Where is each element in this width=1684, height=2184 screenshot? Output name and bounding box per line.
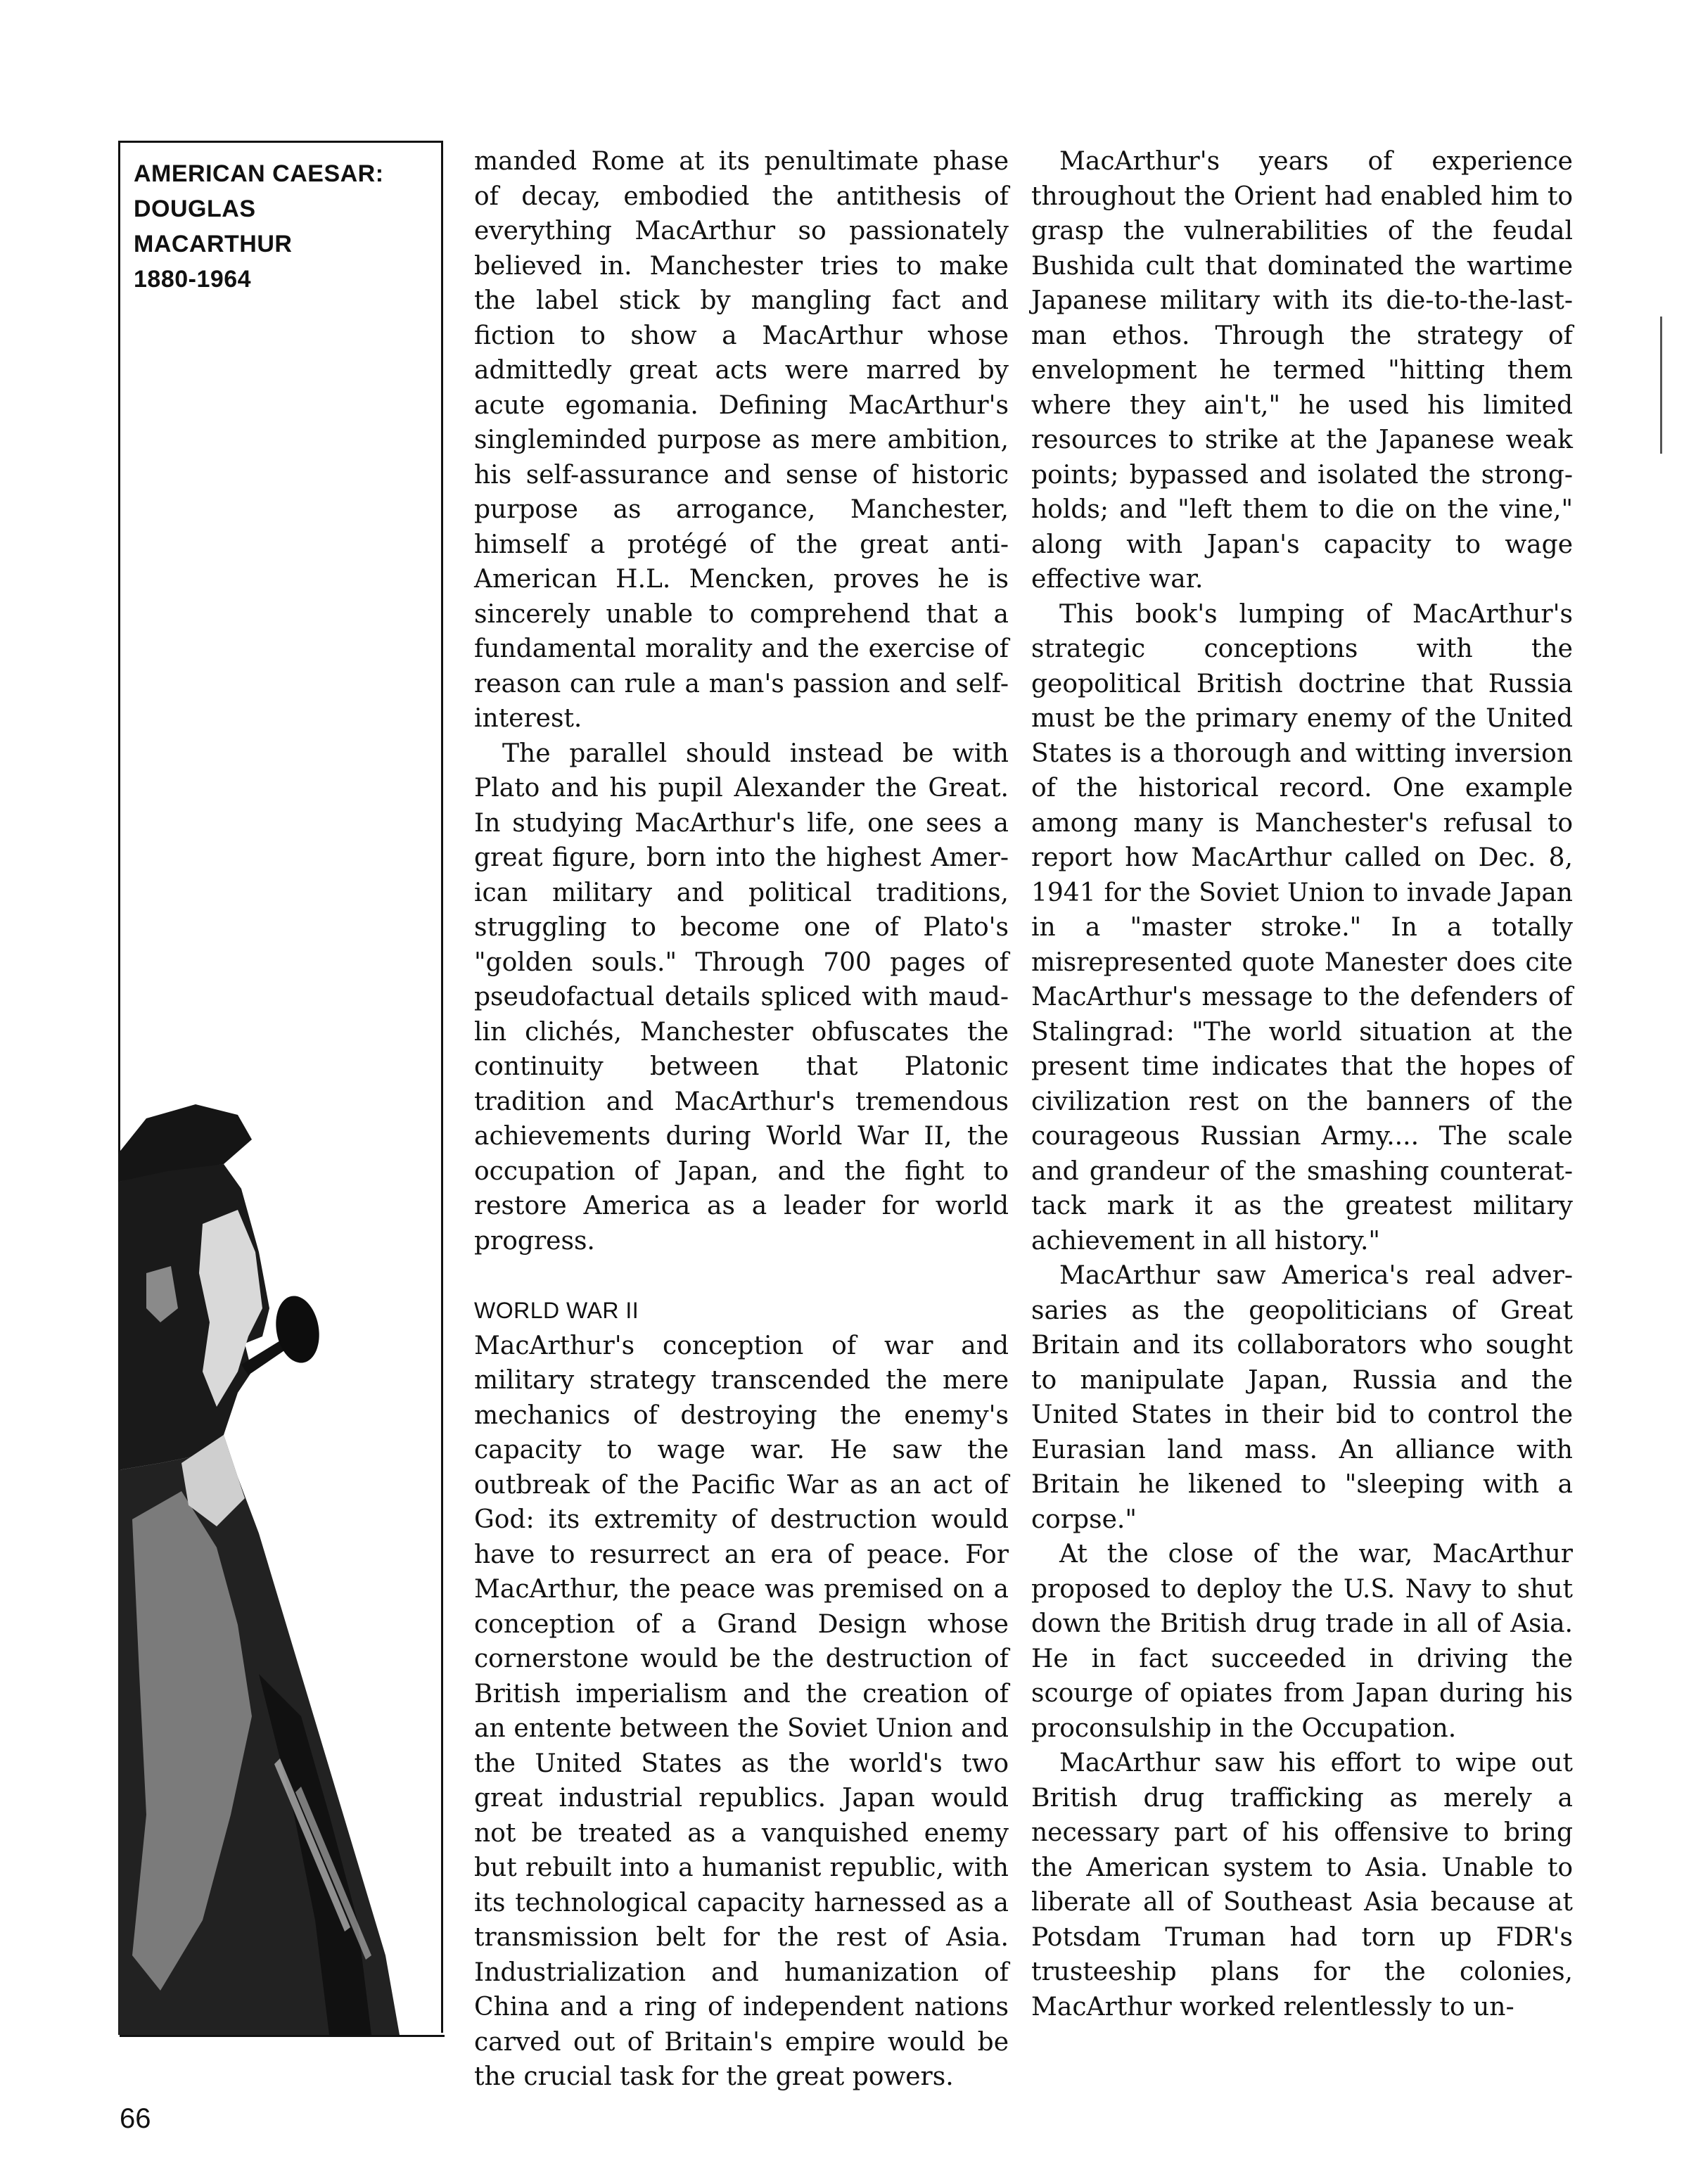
paragraph: The parallel should instead be with Plato and his pupil Alexander the Great. In studying MacArthur's life, one sees a great figure, born into the highest American military and political traditions, struggling to become one of Plato's "golden souls." Through 700 pages of pseudofactual details spliced with maudlin clichés, Manchester obfuscates the continuity between that Platonic tradition and MacArthur's tremendous achievements during World War II, the occupation of Japan, and the fight to restore America as a leader for world progress. bbox=[474, 739, 1009, 1256]
page-number: 66 bbox=[120, 2103, 151, 2134]
macarthur-photo bbox=[118, 1041, 445, 2035]
paragraph: MacArthur's years of experience throughout the Orient had enabled him to grasp the vulnerabilities of the feudal Bushida cult that dominated the wartime Japanese military with its die-to-the-last-man ethos. Through the strategy of envelopment he termed "hitting them where they ain't," he used his limited resources to strike at the Japanese weak points; bypassed and isolated the strongholds; and "left them to die on the vine," along with Japan's capacity to wage effective war. bbox=[1031, 147, 1573, 594]
photo-pipe-bowl bbox=[271, 1293, 324, 1367]
paragraph: This book's lumping of MacArthur's strategic conceptions with the geopolitical British doctrine that Russia must be the primary enemy of the United States is a thorough and witting inversion of the historical record. One example among many is Manchester's refusal to report how MacArthur called on Dec. 8, 1941 for the Soviet Union to invade Japan in a "master stroke." In a totally misrepresented quote Manester does cite MacArthur's message to the defenders of Stalingrad: "The world situation at the present time indicates that the hopes of civilization rest on the banners of the courageous Russian Army.... The scale and grandeur of the smashing counterattack mark it as the greatest military achievement in all history." bbox=[1031, 599, 1573, 1256]
column-b bbox=[1031, 144, 1573, 2024]
margin-mark bbox=[1660, 317, 1662, 454]
column-a bbox=[474, 144, 1009, 2095]
sidebar-title-line: DOUGLAS bbox=[134, 196, 256, 222]
paragraph: MacArthur saw America's real adversaries as the geopoliticians of Great Britain and its collaborators who sought to manipulate Japan, Russia and the United States in their bid to control the Eurasian land mass. An alliance with Britain he likened to "sleeping with a corpse." bbox=[1031, 1261, 1573, 1534]
paragraph: MacArthur saw his effort to wipe out British drug trafficking as merely a necessary part of his offensive to bring the American system to Asia. Unable to liberate all of Southeast Asia because at Potsdam Truman had torn up FDR's trusteeship plans for the colonies, MacArthur worked relentlessly to un- bbox=[1031, 1749, 1573, 2022]
paragraph: At the close of the war, MacArthur proposed to deploy the U.S. Navy to shut down the British drug trade in all of Asia. He in fact succeeded in driving the scourge of opiates from Japan during his proconsulship in the Occupation. bbox=[1031, 1540, 1573, 1743]
sidebar-title-line: MACARTHUR bbox=[134, 231, 293, 257]
paragraph: MacArthur's conception of war and military strategy transcended the mere mechanics of destroying the enemy's capacity to wage war. He saw the outbreak of the Pacific War as an act of God: its extremity of destruction would have to resurrect an era of peace. For MacArthur, the peace was premised on a conception of a Grand Design whose cornerstone would be the destruction of British imperialism and the creation of an entente between the Soviet Union and the United States as the world's two great industrial republics. Japan would not be treated as a vanquished enemy but rebuilt into a humanist republic, with its technological capacity harnessed as a transmission belt for the rest of Asia. Industrialization and humanization of China and a ring of independent nations carved out of Britain's empire would be the crucial task for the great powers. bbox=[474, 1331, 1009, 2091]
sidebar-title bbox=[134, 156, 429, 297]
paragraph: manded Rome at its penultimate phase of decay, embodied the antithesis of everything MacArthur so passionately believed in. Manchester tries to make the label stick by mangling fact and fiction to show a MacArthur whose admittedly great acts were marred by acute egomania. Defining MacArthur's singleminded purpose as mere ambition, his self-assurance and sense of historic purpose as arrogance, Manchester, himself a protégé of the great anti-American H.L. Mencken, proves he is sincerely unable to comprehend that a fundamental morality and the exercise of reason can rule a man's passion and self-interest. bbox=[474, 147, 1009, 733]
sidebar-title-line: 1880-1964 bbox=[134, 266, 252, 293]
sidebar-title-line: AMERICAN CAESAR: bbox=[134, 160, 384, 187]
sidebar-bottom-rule bbox=[120, 2035, 445, 2037]
section-heading: WORLD WAR II bbox=[474, 1298, 639, 1323]
